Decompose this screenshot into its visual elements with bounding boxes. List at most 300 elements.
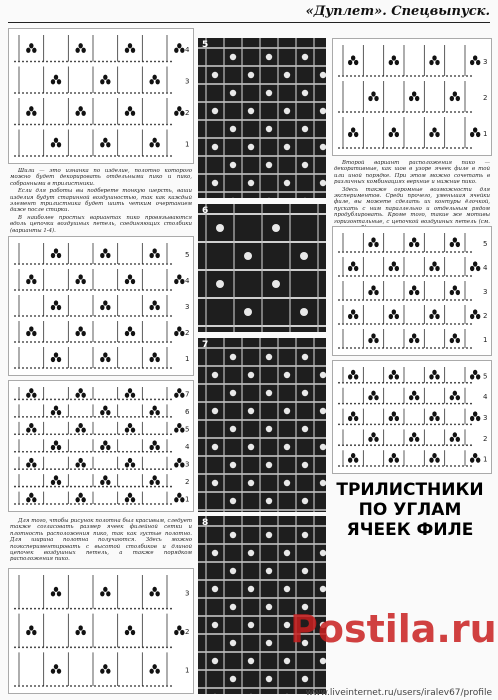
chain-stitch xyxy=(110,289,112,291)
chain-stitch xyxy=(126,315,128,317)
chain-stitch xyxy=(66,503,68,505)
chain-stitch xyxy=(430,299,432,301)
row-number: 1 xyxy=(185,355,190,363)
trefoil-picot xyxy=(78,106,82,111)
chain-stitch xyxy=(74,124,76,126)
chain-stitch xyxy=(426,275,428,277)
chain-stitch xyxy=(414,465,416,467)
trefoil-picot xyxy=(435,314,439,319)
chain-stitch xyxy=(30,685,32,687)
chain-stitch xyxy=(366,465,368,467)
trefoil-picot xyxy=(473,453,477,458)
trefoil-picot xyxy=(177,493,181,498)
chain-stitch xyxy=(54,416,56,418)
trefoil-picot xyxy=(456,242,460,247)
chain-stitch xyxy=(346,75,348,77)
trefoil-picot xyxy=(389,416,393,421)
chain-stitch xyxy=(438,347,440,349)
chain-stitch xyxy=(438,299,440,301)
chain-stitch xyxy=(422,275,424,277)
chain-stitch xyxy=(366,403,368,405)
picot-cluster xyxy=(248,480,254,486)
trefoil-picot xyxy=(54,475,58,480)
chain-stitch xyxy=(410,299,412,301)
chain-stitch xyxy=(338,147,340,149)
chain-stitch xyxy=(70,399,72,401)
chain-stitch xyxy=(114,367,116,369)
chain-stitch xyxy=(54,315,56,317)
chain-stitch xyxy=(82,92,84,94)
chain-stitch xyxy=(126,155,128,157)
chain-stitch xyxy=(450,347,452,349)
trefoil-picot xyxy=(371,91,375,96)
chain-stitch xyxy=(54,646,56,648)
chain-stitch xyxy=(122,503,124,505)
picot-cluster xyxy=(266,126,272,132)
chain-stitch xyxy=(378,299,380,301)
chain-stitch xyxy=(446,75,448,77)
chain-stitch xyxy=(146,486,148,488)
chain-stitch xyxy=(22,289,24,291)
chain-stitch xyxy=(98,92,100,94)
chain-stitch xyxy=(114,399,116,401)
trefoil-picot xyxy=(100,357,104,362)
chain-stitch xyxy=(38,451,40,453)
row-number: 3 xyxy=(185,77,190,86)
chain-stitch xyxy=(122,124,124,126)
chain-stitch xyxy=(346,299,348,301)
trefoil-picot xyxy=(473,370,477,375)
trefoil-picot xyxy=(174,48,178,53)
chain-stitch xyxy=(86,468,88,470)
chain-stitch xyxy=(122,416,124,418)
chain-stitch xyxy=(70,486,72,488)
trefoil-picot xyxy=(473,309,477,314)
chain-stitch xyxy=(394,275,396,277)
chain-stitch xyxy=(426,347,428,349)
chain-stitch xyxy=(394,299,396,301)
chain-stitch xyxy=(126,61,128,63)
chain-stitch xyxy=(14,155,16,157)
chain-stitch xyxy=(406,323,408,325)
trefoil-picot xyxy=(131,111,135,116)
photo-texture xyxy=(198,338,326,512)
chain-stitch xyxy=(110,486,112,488)
trefoil-picot xyxy=(81,48,85,53)
chain-stitch xyxy=(370,444,372,446)
chain-stitch xyxy=(62,315,64,317)
trefoil-picot xyxy=(456,290,460,295)
chain-stitch xyxy=(130,263,132,265)
chain-stitch xyxy=(78,608,80,610)
crochet-photo-7 xyxy=(198,338,326,512)
chain-stitch xyxy=(150,416,152,418)
chain-stitch xyxy=(386,251,388,253)
chain-stitch xyxy=(90,367,92,369)
chain-stitch xyxy=(106,367,108,369)
chain-stitch xyxy=(34,685,36,687)
chain-stitch xyxy=(146,416,148,418)
chain-stitch xyxy=(170,451,172,453)
trefoil-picot xyxy=(435,266,439,271)
trefoil-picot xyxy=(78,423,82,428)
trefoil-picot xyxy=(106,669,110,674)
chain-stitch xyxy=(338,382,340,384)
chain-stitch xyxy=(106,503,108,505)
chain-stitch xyxy=(378,147,380,149)
chain-stitch xyxy=(430,251,432,253)
chain-stitch xyxy=(82,367,84,369)
trefoil-picot xyxy=(180,279,184,284)
chain-stitch xyxy=(90,468,92,470)
chart-svg xyxy=(9,29,193,163)
chain-stitch xyxy=(466,299,468,301)
chain-stitch xyxy=(398,465,400,467)
trefoil-picot xyxy=(54,138,58,143)
chart-svg xyxy=(333,361,491,473)
chain-stitch xyxy=(466,147,468,149)
trefoil-picot xyxy=(128,106,132,111)
trefoil-picot xyxy=(351,453,355,458)
trefoil-picot xyxy=(395,458,399,463)
chain-stitch xyxy=(350,75,352,77)
chain-stitch xyxy=(98,646,100,648)
chain-stitch xyxy=(134,367,136,369)
chain-stitch xyxy=(58,124,60,126)
trefoil-picot xyxy=(392,309,396,314)
trefoil-picot xyxy=(435,132,439,137)
chain-stitch xyxy=(34,468,36,470)
chain-stitch xyxy=(46,155,48,157)
trefoil-picot xyxy=(81,111,85,116)
chain-stitch xyxy=(110,367,112,369)
trefoil-picot xyxy=(374,338,378,343)
chain-stitch xyxy=(146,124,148,126)
trefoil-picot xyxy=(32,111,36,116)
chain-stitch xyxy=(114,263,116,265)
chain-stitch xyxy=(138,124,140,126)
picot-cluster xyxy=(284,108,290,114)
header-rule xyxy=(8,22,490,23)
chain-stitch xyxy=(346,347,348,349)
watermark-stamp xyxy=(290,600,497,658)
trefoil-picot xyxy=(392,261,396,266)
chain-stitch xyxy=(162,263,164,265)
picot-cluster xyxy=(320,108,326,114)
chain-stitch xyxy=(122,61,124,63)
chain-stitch xyxy=(470,347,472,349)
chain-stitch xyxy=(386,424,388,426)
chain-stitch xyxy=(434,424,436,426)
trefoil-picot xyxy=(100,305,104,310)
trefoil-picot xyxy=(131,427,135,432)
chain-stitch xyxy=(78,451,80,453)
trefoil-picot xyxy=(75,48,79,53)
chain-stitch xyxy=(466,275,468,277)
chain-stitch xyxy=(34,124,36,126)
chain-stitch xyxy=(38,341,40,343)
trefoil-picot xyxy=(450,96,454,101)
chain-stitch xyxy=(62,608,64,610)
chain-stitch xyxy=(366,251,368,253)
chain-stitch xyxy=(54,124,56,126)
picot-cluster xyxy=(212,144,218,150)
chain-stitch xyxy=(146,367,148,369)
trefoil-picot xyxy=(149,305,153,310)
chain-stitch xyxy=(406,299,408,301)
chain-stitch xyxy=(66,451,68,453)
chain-stitch xyxy=(458,424,460,426)
picot-cluster xyxy=(244,252,252,260)
chain-stitch xyxy=(470,424,472,426)
picot-cluster xyxy=(320,72,326,78)
chain-stitch xyxy=(414,299,416,301)
chain-stitch xyxy=(406,465,408,467)
trefoil-picot xyxy=(75,331,79,336)
trefoil-picot xyxy=(131,462,135,467)
chain-stitch xyxy=(118,486,120,488)
trefoil-picot xyxy=(155,142,159,147)
chain-stitch xyxy=(118,685,120,687)
row-number: 1 xyxy=(483,455,488,464)
chain-stitch xyxy=(394,323,396,325)
chain-stitch xyxy=(102,468,104,470)
chain-stitch xyxy=(86,124,88,126)
picot-cluster xyxy=(266,162,272,168)
chain-stitch xyxy=(366,111,368,113)
picot-cluster xyxy=(212,550,218,556)
chain-stitch xyxy=(102,341,104,343)
chain-stitch xyxy=(46,263,48,265)
chain-stitch xyxy=(410,251,412,253)
photo-texture xyxy=(198,38,326,198)
trefoil-picot xyxy=(371,432,375,437)
chain-stitch xyxy=(162,289,164,291)
chain-stitch xyxy=(154,92,156,94)
trefoil-picot xyxy=(57,410,61,415)
trefoil-picot xyxy=(409,437,413,442)
chain-stitch xyxy=(358,251,360,253)
chain-stitch xyxy=(358,75,360,77)
chain-stitch xyxy=(418,299,420,301)
chain-stitch xyxy=(98,263,100,265)
trefoil-picot xyxy=(368,242,372,247)
chain-stitch xyxy=(50,433,52,435)
row-number: 5 xyxy=(483,240,488,248)
chain-stitch xyxy=(110,315,112,317)
trefoil-picot xyxy=(174,331,178,336)
row-number: 6 xyxy=(185,408,190,417)
chain-stitch xyxy=(170,503,172,505)
chain-stitch xyxy=(406,444,408,446)
chain-stitch xyxy=(450,111,452,113)
chain-stitch xyxy=(414,403,416,405)
picot-cluster xyxy=(266,676,272,682)
chain-stitch xyxy=(426,323,428,325)
chain-stitch xyxy=(58,315,60,317)
row-number: 4 xyxy=(483,264,488,272)
trefoil-picot xyxy=(432,55,436,60)
chain-stitch xyxy=(38,416,40,418)
chain-stitch xyxy=(430,424,432,426)
chain-stitch xyxy=(98,416,100,418)
chain-stitch xyxy=(154,124,156,126)
chain-stitch xyxy=(366,275,368,277)
chain-stitch xyxy=(26,155,28,157)
chain-stitch xyxy=(410,465,412,467)
trefoil-picot xyxy=(78,326,82,331)
chain-stitch xyxy=(138,92,140,94)
chain-stitch xyxy=(50,399,52,401)
chain-stitch xyxy=(462,424,464,426)
trefoil-picot xyxy=(106,410,110,415)
chain-stitch xyxy=(46,646,48,648)
chain-stitch xyxy=(130,486,132,488)
trefoil-picot xyxy=(51,669,55,674)
chain-stitch xyxy=(94,92,96,94)
chain-stitch xyxy=(410,424,412,426)
trefoil-picot xyxy=(155,79,159,84)
chain-stitch xyxy=(466,465,468,467)
chain-stitch xyxy=(62,289,64,291)
chain-stitch xyxy=(374,424,376,426)
chain-stitch xyxy=(338,251,340,253)
chain-stitch xyxy=(66,367,68,369)
chain-stitch xyxy=(410,347,412,349)
chain-stitch xyxy=(150,124,152,126)
chain-stitch xyxy=(34,608,36,610)
chain-stitch xyxy=(114,468,116,470)
chain-stitch xyxy=(78,263,80,265)
chain-stitch xyxy=(118,468,120,470)
picot-cluster xyxy=(284,444,290,450)
trefoil-picot xyxy=(125,48,129,53)
trefoil-picot xyxy=(389,266,393,271)
chain-stitch xyxy=(170,416,172,418)
chain-stitch xyxy=(114,289,116,291)
trefoil-picot xyxy=(456,338,460,343)
chain-stitch xyxy=(34,315,36,317)
trefoil-picot xyxy=(453,333,457,338)
chain-stitch xyxy=(338,424,340,426)
chain-stitch xyxy=(150,263,152,265)
chain-stitch xyxy=(138,486,140,488)
chain-stitch xyxy=(54,503,56,505)
chain-stitch xyxy=(338,347,340,349)
trefoil-picot xyxy=(54,352,58,357)
chain-stitch xyxy=(158,468,160,470)
trefoil-picot xyxy=(429,266,433,271)
chain-stitch xyxy=(422,424,424,426)
trefoil-picot xyxy=(106,142,110,147)
trefoil-picot xyxy=(152,475,156,480)
trefoil-picot xyxy=(453,91,457,96)
chain-stitch xyxy=(98,155,100,157)
trefoil-picot xyxy=(470,60,474,65)
chain-stitch xyxy=(390,347,392,349)
chain-stitch xyxy=(466,444,468,446)
picot-cluster xyxy=(244,308,252,316)
chain-stitch xyxy=(82,433,84,435)
chain-stitch xyxy=(110,468,112,470)
trefoil-picot xyxy=(26,48,30,53)
picot-cluster xyxy=(212,180,218,186)
trefoil-picot xyxy=(54,440,58,445)
chain-stitch xyxy=(170,155,172,157)
chart-svg xyxy=(9,569,193,693)
trefoil-picot xyxy=(78,43,82,48)
chain-stitch xyxy=(430,382,432,384)
chain-stitch xyxy=(434,444,436,446)
chain-stitch xyxy=(150,155,152,157)
crochet-chart-4 xyxy=(8,568,194,694)
chain-stitch xyxy=(366,444,368,446)
chain-stitch xyxy=(110,155,112,157)
chain-stitch xyxy=(58,367,60,369)
trefoil-picot xyxy=(78,493,82,498)
picot-cluster xyxy=(266,532,272,538)
chain-stitch xyxy=(50,315,52,317)
chain-stitch xyxy=(162,399,164,401)
picot-cluster xyxy=(320,444,326,450)
trefoil-picot xyxy=(368,395,372,400)
chain-stitch xyxy=(126,468,128,470)
trefoil-picot xyxy=(29,274,33,279)
trefoil-picot xyxy=(177,326,181,331)
chain-stitch xyxy=(86,685,88,687)
chain-stitch xyxy=(454,382,456,384)
chain-stitch xyxy=(126,289,128,291)
chain-stitch xyxy=(410,275,412,277)
chain-stitch xyxy=(134,263,136,265)
chain-stitch xyxy=(82,608,84,610)
chain-stitch xyxy=(74,608,76,610)
chain-stitch xyxy=(378,424,380,426)
picot-cluster xyxy=(230,676,236,682)
chain-stitch xyxy=(374,347,376,349)
chain-stitch xyxy=(390,403,392,405)
chain-stitch xyxy=(442,444,444,446)
trefoil-picot xyxy=(476,416,480,421)
trefoil-picot xyxy=(395,266,399,271)
chain-stitch xyxy=(406,111,408,113)
chain-stitch xyxy=(414,444,416,446)
row-number: 1 xyxy=(185,666,190,675)
chain-stitch xyxy=(26,468,28,470)
chain-stitch xyxy=(38,468,40,470)
chain-stitch xyxy=(138,263,140,265)
chain-stitch xyxy=(26,486,28,488)
chain-stitch xyxy=(398,275,400,277)
trefoil-picot xyxy=(100,79,104,84)
trefoil-picot xyxy=(54,75,58,80)
chain-stitch xyxy=(50,646,52,648)
chain-stitch xyxy=(90,503,92,505)
chain-stitch xyxy=(158,263,160,265)
chain-stitch xyxy=(106,341,108,343)
trefoil-picot xyxy=(152,440,156,445)
chain-stitch xyxy=(122,486,124,488)
row-number: 2 xyxy=(185,628,190,636)
row-number: 5 xyxy=(185,251,190,259)
picot-cluster xyxy=(248,180,254,186)
chain-stitch xyxy=(390,75,392,77)
trefoil-picot xyxy=(389,374,393,379)
chain-stitch xyxy=(14,486,16,488)
chain-stitch xyxy=(74,646,76,648)
trefoil-picot xyxy=(177,423,181,428)
chain-stitch xyxy=(86,341,88,343)
